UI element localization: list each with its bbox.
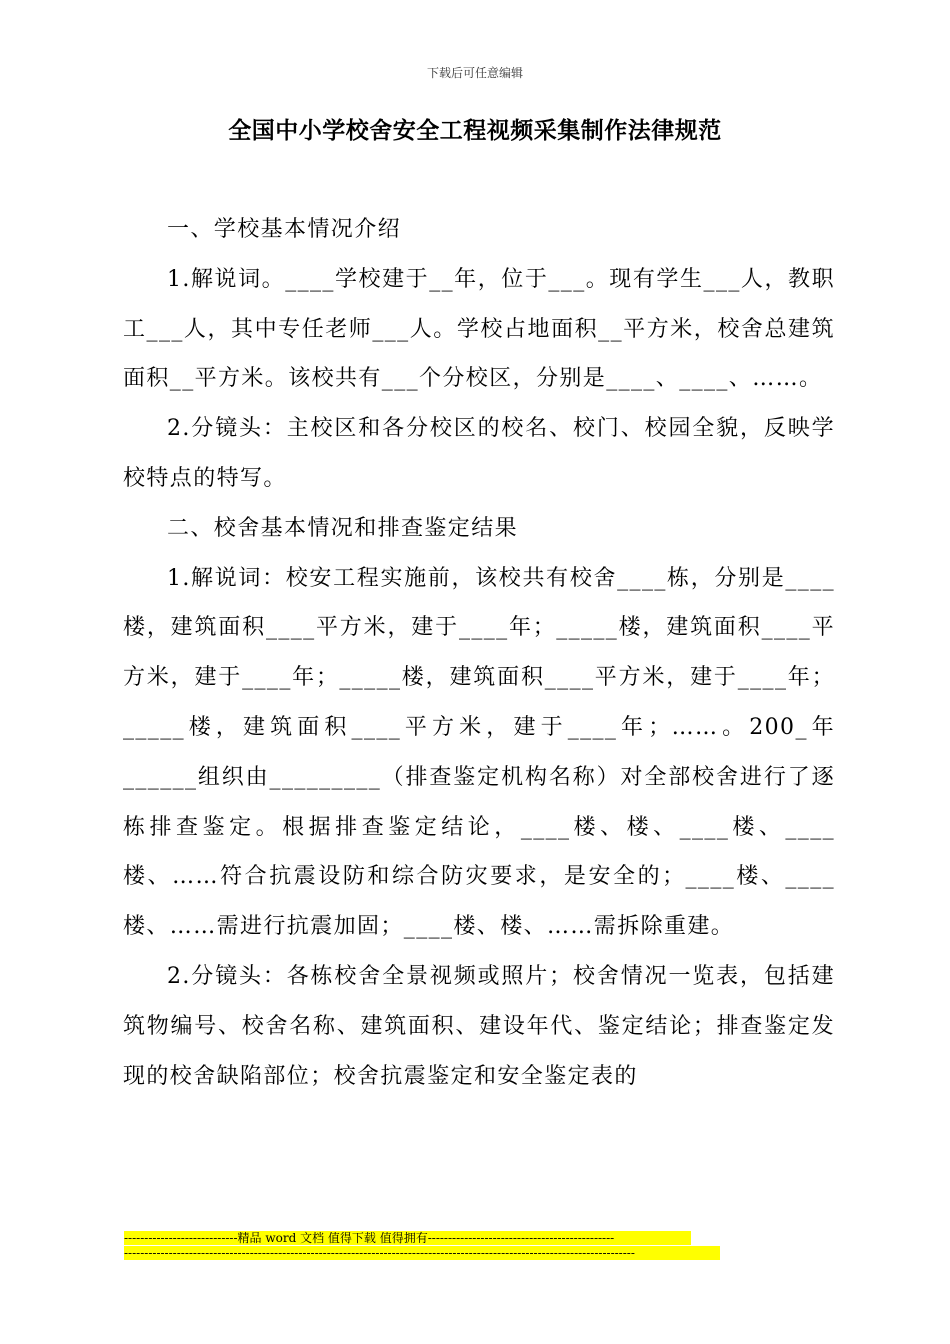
paragraph-narration-2: 1.解说词：校安工程实施前，该校共有校舍____栋，分别是____楼，建筑面积____平方米，建于____年；_____楼，建筑面积____平方米，建于____年；_____楼，建筑面积____平方米，建于____年；_____楼，建筑面积____平方米，建于____年；……。200_年______组织由_________（排查鉴定机构名称）对全部校舍进行了逐栋排查鉴定。根据排查鉴定结论，____楼、楼、____楼、____楼、……符合抗震设防和综合防灾要求，是安全的；____楼、____楼、……需进行抗震加固；____楼、楼、……需拆除重建。	[123, 565, 835, 940]
section-heading-2: 二、校舍基本情况和排查鉴定结果	[167, 515, 519, 541]
section-heading-1: 一、学校基本情况介绍	[167, 217, 402, 242]
footer-banner: ----------------------------精品 word 文档 值得下载 值得拥有----------------------------------------------	[124, 1231, 691, 1245]
paragraph-shots-1: 2.分镜头：主校区和各分校区的校名、校门、校园全貌，反映学校特点的特写。	[123, 416, 835, 491]
footer-divider: ------------------------------------------------------------------------------------------------------------------------------	[124, 1246, 720, 1260]
paragraph-narration-1: 1.解说词。____学校建于__年，位于___。现有学生___人，教职工___人，其中专任老师___人。学校占地面积__平方米，校舍总建筑面积__平方米。该校共有___个分校区，分别是____、____、……。	[123, 266, 835, 392]
document-title: 全国中小学校舍安全工程视频采集制作法律规范	[228, 118, 722, 144]
header-note: 下载后可任意编辑	[426, 66, 523, 80]
paragraph-shots-2: 2.分镜头：各栋校舍全景视频或照片；校舍情况一览表，包括建筑物编号、校舍名称、建筑面积、建设年代、鉴定结论；排查鉴定发现的校舍缺陷部位；校舍抗震鉴定和安全鉴定表的	[123, 963, 835, 1089]
document-body	[123, 205, 835, 1101]
